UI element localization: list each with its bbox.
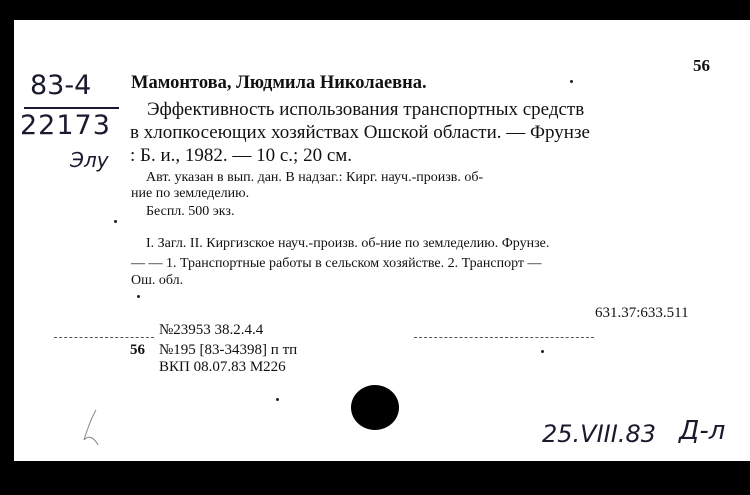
price-run-line: Беспл. 500 экз.	[146, 204, 235, 219]
title-line-2: в хлопкосеющих хозяйствах Ошской области. — Фрунзе	[130, 122, 590, 143]
pencil-scribble-icon	[74, 405, 114, 455]
handwritten-initials: Д-л	[679, 416, 726, 446]
right-dotted-rule	[414, 337, 594, 338]
handwritten-date: 25.VIII.83	[542, 420, 656, 448]
call-number-top: 83-4	[30, 70, 92, 101]
note-line-2: ние по земледелию.	[131, 186, 250, 201]
call-number-divider	[24, 107, 119, 109]
page-number: 56	[693, 56, 710, 75]
author-heading: Мамонтова, Людмила Николаевна.	[131, 73, 427, 93]
speck	[276, 398, 279, 401]
control-dotted-rule	[54, 337, 154, 338]
speck	[570, 80, 573, 83]
tracing-line-1: I. Загл. II. Киргизское науч.-произв. об-ние по земледелию. Фрунзе.	[146, 236, 550, 251]
tracing-line-3: Ош. обл.	[131, 273, 184, 288]
control-line-2: №195 [83-34398] п тп	[159, 342, 298, 358]
punch-hole	[351, 385, 399, 430]
call-number-bottom: 22173	[20, 110, 111, 141]
speck	[114, 220, 117, 223]
title-line-1: Эффективность использования транспортных средств	[147, 99, 585, 120]
catalog-card	[14, 20, 750, 461]
control-prefix: 56	[130, 342, 145, 358]
note-line-1: Авт. указан в вып. дан. В надзаг.: Кирг. науч.-произв. об-	[146, 170, 484, 185]
control-line-3: ВКП 08.07.83 М226	[159, 359, 286, 375]
title-line-3: : Б. и., 1982. — 10 с.; 20 см.	[130, 145, 353, 166]
control-line-1: №23953 38.2.4.4	[159, 322, 264, 338]
tracing-line-2: — — 1. Транспортные работы в сельском хозяйстве. 2. Транспорт —	[131, 256, 542, 271]
speck	[541, 350, 544, 353]
classification-code: 631.37:633.511	[595, 305, 689, 321]
handwritten-mark: Элу	[70, 148, 109, 172]
speck	[137, 295, 140, 298]
